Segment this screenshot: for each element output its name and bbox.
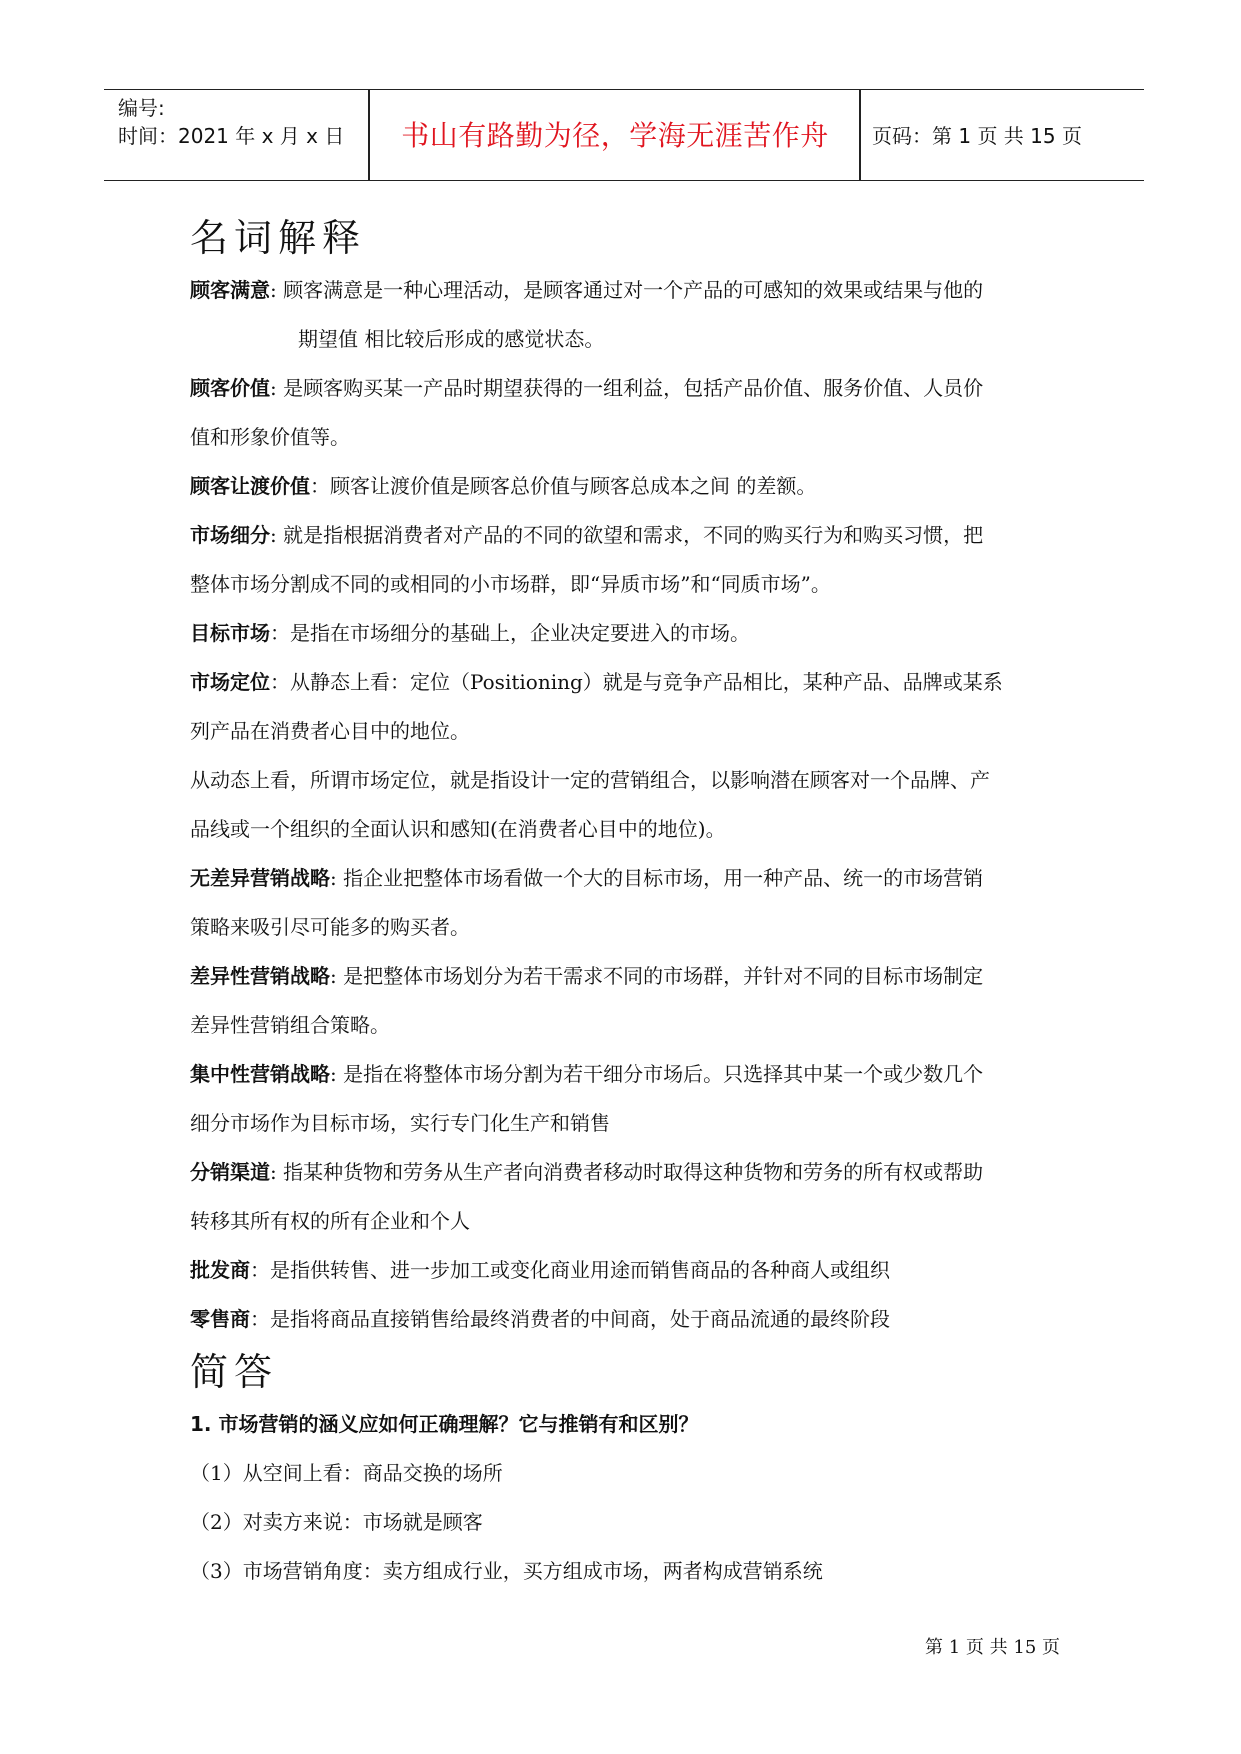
definition-text: ：是指在市场细分的基础上，企业决定要进入的市场。 bbox=[270, 621, 750, 645]
definitions-list bbox=[190, 266, 1060, 1344]
definition-term: 顾客满意 bbox=[190, 278, 270, 302]
definition-term: 市场定位 bbox=[190, 670, 270, 694]
definition-text: : 指某种货物和劳务从生产者向消费者移动时取得这种货物和劳务的所有权或帮助 bbox=[270, 1160, 984, 1184]
definition-text: 差异性营销组合策略。 bbox=[190, 1013, 390, 1037]
definition-line bbox=[190, 707, 1060, 756]
header-divider-left bbox=[368, 90, 370, 180]
section-title-short-answers: 简答 bbox=[190, 1350, 279, 1394]
definition-line bbox=[190, 903, 1060, 952]
definition-text: : 顾客满意是一种心理活动，是顾客通过对一个产品的可感知的效果或结果与他的 bbox=[270, 278, 984, 302]
definition-line bbox=[190, 1099, 1060, 1148]
page-footer: 第 1 页 共 15 页 bbox=[925, 1637, 1060, 1658]
definition-term: 集中性营销战略 bbox=[190, 1062, 330, 1086]
answer-item: （1）从空间上看：商品交换的场所 bbox=[190, 1461, 503, 1485]
definition-text: ：从静态上看：定位（Positioning）就是与竞争产品相比，某种产品、品牌或某系 bbox=[270, 670, 1003, 694]
definition-line bbox=[190, 805, 1060, 854]
definition-term: 顾客让渡价值 bbox=[190, 474, 310, 498]
definition-line bbox=[190, 609, 1060, 658]
definition-term: 批发商 bbox=[190, 1258, 250, 1282]
definition-text: 列产品在消费者心目中的地位。 bbox=[190, 719, 470, 743]
definition-term: 分销渠道 bbox=[190, 1160, 270, 1184]
definition-line bbox=[190, 266, 1060, 315]
header-number-label: 编号: bbox=[118, 96, 165, 120]
definition-text: : 是把整体市场划分为若干需求不同的市场群，并针对不同的目标市场制定 bbox=[330, 964, 984, 988]
definition-term: 顾客价值 bbox=[190, 376, 270, 400]
definition-line bbox=[190, 1001, 1060, 1050]
definition-line bbox=[190, 462, 1060, 511]
definition-term: 目标市场 bbox=[190, 621, 270, 645]
definition-text: 细分市场作为目标市场，实行专门化生产和销售 bbox=[190, 1111, 610, 1135]
header-meta bbox=[118, 94, 344, 150]
definition-line bbox=[190, 658, 1060, 707]
definition-line bbox=[190, 1246, 1060, 1295]
answer-item: （2）对卖方来说：市场就是顾客 bbox=[190, 1510, 483, 1534]
definition-text: ：是指将商品直接销售给最终消费者的中间商，处于商品流通的最终阶段 bbox=[250, 1307, 890, 1331]
page-header bbox=[104, 89, 1144, 181]
definition-text: 整体市场分割成不同的或相同的小市场群，即“异质市场”和“同质市场”。 bbox=[190, 572, 831, 596]
definition-line bbox=[190, 952, 1060, 1001]
definition-line bbox=[190, 1148, 1060, 1197]
definition-line bbox=[190, 511, 1060, 560]
definition-line bbox=[190, 364, 1060, 413]
definition-text: : 指企业把整体市场看做一个大的目标市场，用一种产品、统一的市场营销 bbox=[330, 866, 984, 890]
definition-term: 差异性营销战略 bbox=[190, 964, 330, 988]
definition-text: : 就是指根据消费者对产品的不同的欲望和需求，不同的购买行为和购买习惯，把 bbox=[270, 523, 984, 547]
definition-text: 策略来吸引尽可能多的购买者。 bbox=[190, 915, 470, 939]
definition-text: : 是指在将整体市场分割为若干细分市场后。只选择其中某一个或少数几个 bbox=[330, 1062, 984, 1086]
definition-term: 市场细分 bbox=[190, 523, 270, 547]
section-title-definitions: 名词解释 bbox=[190, 216, 367, 260]
definition-line bbox=[190, 1050, 1060, 1099]
document-body bbox=[190, 210, 1060, 1596]
definition-line bbox=[190, 413, 1060, 462]
definition-line bbox=[190, 1197, 1060, 1246]
definition-line bbox=[190, 1295, 1060, 1344]
definition-line bbox=[190, 315, 1060, 364]
definition-line bbox=[190, 854, 1060, 903]
definition-text: ：顾客让渡价值是顾客总价值与顾客总成本之间 的差额。 bbox=[310, 474, 817, 498]
header-time-label: 时间：2021 年 x 月 x 日 bbox=[118, 124, 345, 148]
definition-text: 从动态上看，所谓市场定位，就是指设计一定的营销组合，以影响潜在顾客对一个品牌、产 bbox=[190, 768, 990, 792]
header-page-label: 页码：第 1 页 共 15 页 bbox=[872, 124, 1082, 148]
question-1: 1. 市场营销的涵义应如何正确理解？它与推销有和区别？ bbox=[190, 1412, 699, 1436]
answer-item: （3）市场营销角度：卖方组成行业，买方组成市场，两者构成营销系统 bbox=[190, 1559, 823, 1583]
definition-line bbox=[190, 560, 1060, 609]
definition-term: 无差异营销战略 bbox=[190, 866, 330, 890]
definition-term: 零售商 bbox=[190, 1307, 250, 1331]
definition-text: 期望值 相比较后形成的感觉状态。 bbox=[298, 327, 605, 351]
answer-list bbox=[190, 1449, 1060, 1596]
definition-text: : 是顾客购买某一产品时期望获得的一组利益，包括产品价值、服务价值、人员价 bbox=[270, 376, 984, 400]
definition-line bbox=[190, 756, 1060, 805]
definition-text: 值和形象价值等。 bbox=[190, 425, 350, 449]
definition-text: 品线或一个组织的全面认识和感知(在消费者心目中的地位)。 bbox=[190, 817, 726, 841]
definition-text: 转移其所有权的所有企业和个人 bbox=[190, 1209, 470, 1233]
header-divider-right bbox=[859, 90, 861, 180]
header-motto: 书山有路勤为径，学海无涯苦作舟 bbox=[401, 119, 829, 152]
definition-text: ：是指供转售、进一步加工或变化商业用途而销售商品的各种商人或组织 bbox=[250, 1258, 890, 1282]
